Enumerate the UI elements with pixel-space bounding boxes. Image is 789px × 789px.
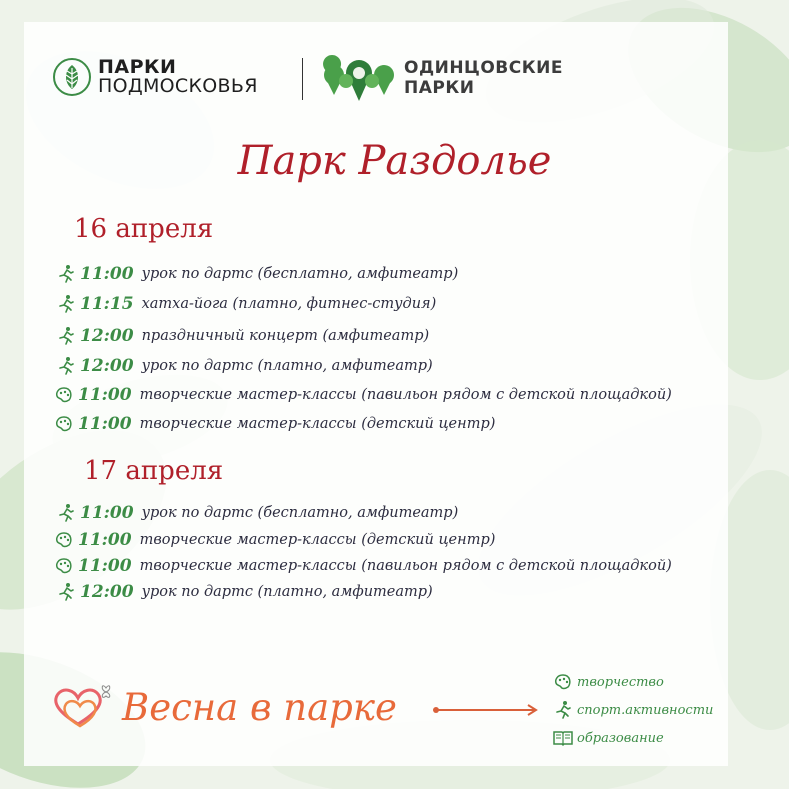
logo-right-line1: ОДИНЦОВСКИЕ bbox=[404, 58, 563, 79]
odintsovo-parks-logo bbox=[322, 55, 563, 103]
event-time: 11:15 bbox=[80, 294, 134, 314]
brand-title: Весна в парке bbox=[122, 686, 397, 729]
logo-divider bbox=[302, 58, 303, 100]
legend-label: образование bbox=[577, 730, 664, 746]
legend-item-sport bbox=[552, 700, 713, 720]
event-text: творческие мастер-классы (павильон рядом с детской площадкой) bbox=[139, 387, 672, 403]
event-text: урок по дартс (бесплатно, амфитеатр) bbox=[141, 505, 459, 521]
event-time: 12:00 bbox=[80, 356, 134, 376]
legend-item-education bbox=[552, 728, 664, 748]
palette-icon bbox=[552, 672, 574, 692]
legend-label: творчество bbox=[577, 674, 664, 690]
event-time: 11:00 bbox=[78, 385, 132, 405]
legend-label: спорт.активности bbox=[577, 702, 714, 718]
event-text: творческие мастер-классы (детский центр) bbox=[139, 532, 496, 548]
logo-right-line2: ПАРКИ bbox=[404, 78, 475, 98]
sport-running-icon bbox=[56, 326, 76, 346]
sport-running-icon bbox=[552, 700, 574, 720]
event-text: творческие мастер-классы (детский центр) bbox=[139, 416, 496, 432]
event-text: урок по дартс (платно, амфитеатр) bbox=[141, 584, 433, 600]
palette-icon bbox=[54, 530, 74, 550]
schedule-row bbox=[56, 326, 429, 346]
schedule-row bbox=[54, 530, 495, 550]
event-time: 12:00 bbox=[80, 582, 134, 602]
balloon-trees-logo-icon bbox=[322, 55, 396, 103]
arrow-right-icon bbox=[432, 703, 542, 717]
logo-left-line2: ПОДМОСКОВЬЯ bbox=[98, 75, 258, 97]
page-title: Парк Раздолье bbox=[237, 138, 552, 184]
event-text: урок по дартс (платно, амфитеатр) bbox=[141, 358, 433, 374]
sport-running-icon bbox=[56, 582, 76, 602]
schedule-row bbox=[54, 414, 495, 434]
sport-running-icon bbox=[56, 356, 76, 376]
schedule-row bbox=[56, 264, 458, 284]
schedule-row bbox=[56, 582, 433, 602]
legend-item-creativity bbox=[552, 672, 664, 692]
logo-left-line1: ПАРКИ bbox=[98, 55, 177, 78]
schedule-row bbox=[56, 356, 433, 376]
schedule-row bbox=[56, 294, 436, 314]
palette-icon bbox=[54, 385, 74, 405]
event-text: творческие мастер-классы (павильон рядом с детской площадкой) bbox=[139, 558, 672, 574]
event-time: 11:00 bbox=[80, 503, 134, 523]
event-text: урок по дартс (бесплатно, амфитеатр) bbox=[141, 266, 459, 282]
hearts-butterfly-icon bbox=[50, 680, 114, 730]
book-icon bbox=[552, 728, 574, 748]
schedule-row bbox=[54, 385, 672, 405]
schedule-row bbox=[56, 503, 458, 523]
sport-running-icon bbox=[56, 294, 76, 314]
event-time: 11:00 bbox=[78, 556, 132, 576]
day-date-16: 16 апреля bbox=[74, 214, 214, 244]
parks-podmoskovya-logo bbox=[52, 57, 258, 97]
event-time: 11:00 bbox=[80, 264, 134, 284]
event-time: 11:00 bbox=[78, 414, 132, 434]
event-time: 11:00 bbox=[78, 530, 132, 550]
event-text: праздничный концерт (амфитеатр) bbox=[141, 328, 430, 344]
palette-icon bbox=[54, 414, 74, 434]
sport-running-icon bbox=[56, 503, 76, 523]
leaf-circle-logo-icon bbox=[52, 57, 92, 97]
event-time: 12:00 bbox=[80, 326, 134, 346]
event-text: хатха-йога (платно, фитнес-студия) bbox=[141, 296, 437, 312]
schedule-row bbox=[54, 556, 672, 576]
sport-running-icon bbox=[56, 264, 76, 284]
day-date-17: 17 апреля bbox=[84, 456, 224, 486]
palette-icon bbox=[54, 556, 74, 576]
